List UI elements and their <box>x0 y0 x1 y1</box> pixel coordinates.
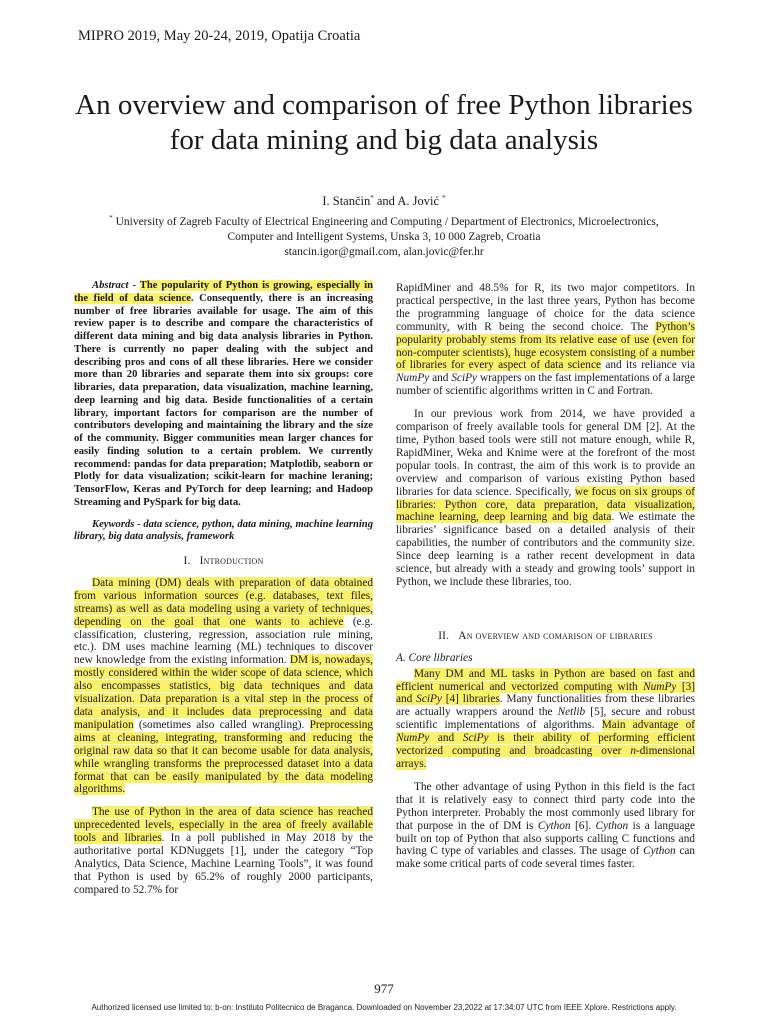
core-paragraph-1 <box>396 668 695 771</box>
body-text: . Many functionalities from these libraries are actually wrappers around the <box>396 693 695 719</box>
body-text: [5], secure and robust scientific implementations of algorithms. <box>396 706 695 732</box>
affiliation-line-1: University of Zagreb Faculty of Electrical Engineering and Computing / Department of Electronics, Microelectronics, <box>115 215 659 228</box>
body-text: and <box>429 372 452 385</box>
highlight: -dimensional arrays. <box>396 745 695 770</box>
highlight: [3] and <box>396 680 696 706</box>
author-2: and A. Jović <box>373 194 443 209</box>
author-1-mark: * <box>370 194 374 202</box>
scipy-term: SciPy <box>462 732 489 745</box>
scipy-term: SciPy <box>416 693 442 706</box>
highlight: DM is, nowadays, mostly considered within the wider scope of data science, which also encompasses statistics, big data techniques and data visualization. Data preparation is a vital step in the process of data analysis, and it includes data preprocessing and data manipulation <box>74 654 373 731</box>
body-text: RapidMiner and 48.5% for R, its two major competitors. In practical perspective, in the last three years, Python has become the programming language of choice for the data science community, with R being the second choice. The <box>396 282 695 333</box>
n-term: n <box>630 745 637 758</box>
body-text: In our previous work from 2014, we have provided a comparison of freely available tools for general DM [2]. At the time, Python based tools were still not mature enough, while R, RapidMiner, Weka and Knime were at the forefront of the most popular tools. In contrast, the aim of this work is to provide an overview and comparison of various existing Python based libraries for data science. Specifically, <box>396 408 695 498</box>
core-paragraph-2 <box>396 781 695 871</box>
abstract-highlight: The popularity of Python is growing, especially in the field of data science <box>74 280 374 304</box>
body-text: [6]. <box>570 819 596 832</box>
section-number: II. <box>438 629 450 642</box>
abstract <box>74 280 373 510</box>
numpy-term: NumPy <box>643 680 677 693</box>
body-text: The other advantage of using Python in this field is the fact that it is relatively easy to connect third party code into the Python interpreter. Probably the most commonly used library for that purpose in the of DM is <box>396 780 695 832</box>
subsection-core-libraries: A. Core libraries <box>396 651 473 664</box>
body-text: (sometimes also called wrangling). <box>133 718 310 731</box>
author-emails: stancin.igor@gmail.com, alan.jovic@fer.hr <box>284 245 484 258</box>
cython-term: Cython <box>595 819 629 832</box>
section-title: An overview and comarison of libraries <box>458 629 653 642</box>
numpy-term: NumPy <box>396 372 430 385</box>
abstract-dash: - <box>128 280 140 291</box>
author-line <box>0 194 768 209</box>
abstract-text: . Consequently, there is an increasing number of free libraries available for usage. The aim of this review paper is to describe and compare the characteristics of different data mining and big data analysis libraries in Python. There is currently no paper dealing with the subject and describing pros and cons of all these libraries. Here we consider more than 20 libraries and separate them into six groups: core libraries, data preparation, data visualization, machine learning, deep learning and big data. Beside functionalities of a certain library, important factors for comparison are the number of contributors developing and maintaining the library and the size of the community. Bigger communities mean larger chances for easily finding solution to a certain problem. We currently recommend: pandas for data preparation; Matplotlib, seaborn or Plotly for data visualization; scikit-learn for machine leraning; TensorFlow, Keras and PyTorch for deep learning; and Hadoop Streaming and PySpark for big data. <box>74 292 373 508</box>
author-1: I. Stančin <box>322 194 371 209</box>
keywords: Keywords - data science, python, data mining, machine learning library, big data analysis, framework <box>74 518 373 543</box>
highlight: Many DM and ML tasks in Python are based on fast and efficient numerical and vectorized computing with <box>396 667 695 693</box>
section-title: Introduction <box>199 555 264 567</box>
scipy-term: SciPy <box>451 372 478 385</box>
highlight: we focus on six groups of libraries: Python core, data preparation, data visualization, machine learning, deep learning and big data <box>396 485 696 524</box>
right-paragraph-2 <box>396 408 695 589</box>
conference-header: MIPRO 2019, May 20-24, 2019, Opatija Croatia <box>78 28 361 44</box>
highlight: Python’s popularity probably stems from its relative ease of use (even for non-computer scientists), huge ecosystem consisting of a number of libraries for every aspect of data science <box>396 320 695 372</box>
highlight: and <box>429 732 463 745</box>
body-text: and its reliance via <box>600 359 695 372</box>
body-text: . In a poll published in May 2018 by the authoritative portal KDNuggets [1], under the category “Top Analytics, Data Science, Machine Learning Tools”, it was found that Python is used by 65.2% of roughly 2000 participants, compared to 52.7% for <box>74 832 373 896</box>
page-number: 977 <box>374 981 394 996</box>
right-paragraph-1 <box>396 282 695 398</box>
highlight: Preprocessing aims at cleaning, integrating, transforming and reducing the original raw data so that it can become usable for data analysis, while wrangling transforms the preprocessed dataset into a data format that can be easily manipulated by the data modeling algorithms. <box>74 718 373 796</box>
author-2-mark: * <box>442 194 446 202</box>
highlight: Data mining (DM) deals with preparation of data obtained from various information sources (e.g. databases, text files, streams) as well as data modeling using a variety of techniques, depending on the goal that one wants to achieve <box>74 576 373 628</box>
intro-paragraph-2 <box>74 806 373 896</box>
paper-title: An overview and comparison of free Python libraries for data mining and big data analysis <box>75 89 693 156</box>
body-text: (e.g. classification, clustering, regression, association rule mining, etc.). DM uses machine learning (ML) techniques to discover new knowledge from the existing information. <box>74 615 373 667</box>
left-column <box>74 280 373 897</box>
highlight: is their ability of performing efficient vectorized computing and broadcasting over <box>396 732 695 758</box>
numpy-term: NumPy <box>396 732 430 745</box>
section-heading-introduction <box>74 555 373 568</box>
cython-term: Cython <box>643 845 676 858</box>
license-footer: Authorized licensed use limited to: b-on: Instituto Politecnico de Braganca. Downloaded on November 23,2022 at 17:34:07 UTC from IEEE Xplore. Restrictions apply. <box>91 1003 677 1012</box>
section-heading-overview <box>396 630 695 643</box>
netlib-term: Netlib <box>557 706 586 719</box>
affiliation-mark: * <box>109 214 113 222</box>
affiliation <box>70 211 698 260</box>
abstract-label: Abstract <box>92 280 129 291</box>
body-text: . We estimate the libraries’ significance based on a detailed analysis of their capabilities, the number of contributors and the community size. Since deep learning is a rather recent development in data science, but already with a steady and growing tools’ support in Python, we include these libraries, too. <box>396 511 695 588</box>
intro-paragraph-1 <box>74 577 373 796</box>
highlight: [4] libraries <box>441 693 500 706</box>
body-text: is a language built on top of Python that also supports calling C functions and having C type of variables and classes. The usage of <box>396 819 695 858</box>
body-text: wrappers on the fast implementations of a large number of scientific algorithms written in C and Fortran. <box>396 372 695 398</box>
section-number: I. <box>183 555 191 567</box>
right-column <box>396 282 695 871</box>
highlight: The use of Python in the area of data science has reached unprecedented levels, especially in the area of freely available tools and libraries <box>74 806 373 845</box>
cython-term: Cython <box>537 819 571 832</box>
highlight: Main advantage of <box>601 719 695 732</box>
affiliation-line-2: Computer and Intelligent Systems, Unska 3, 10 000 Zagreb, Croatia <box>227 230 541 243</box>
body-text: can make some critical parts of code several times faster. <box>396 845 695 871</box>
